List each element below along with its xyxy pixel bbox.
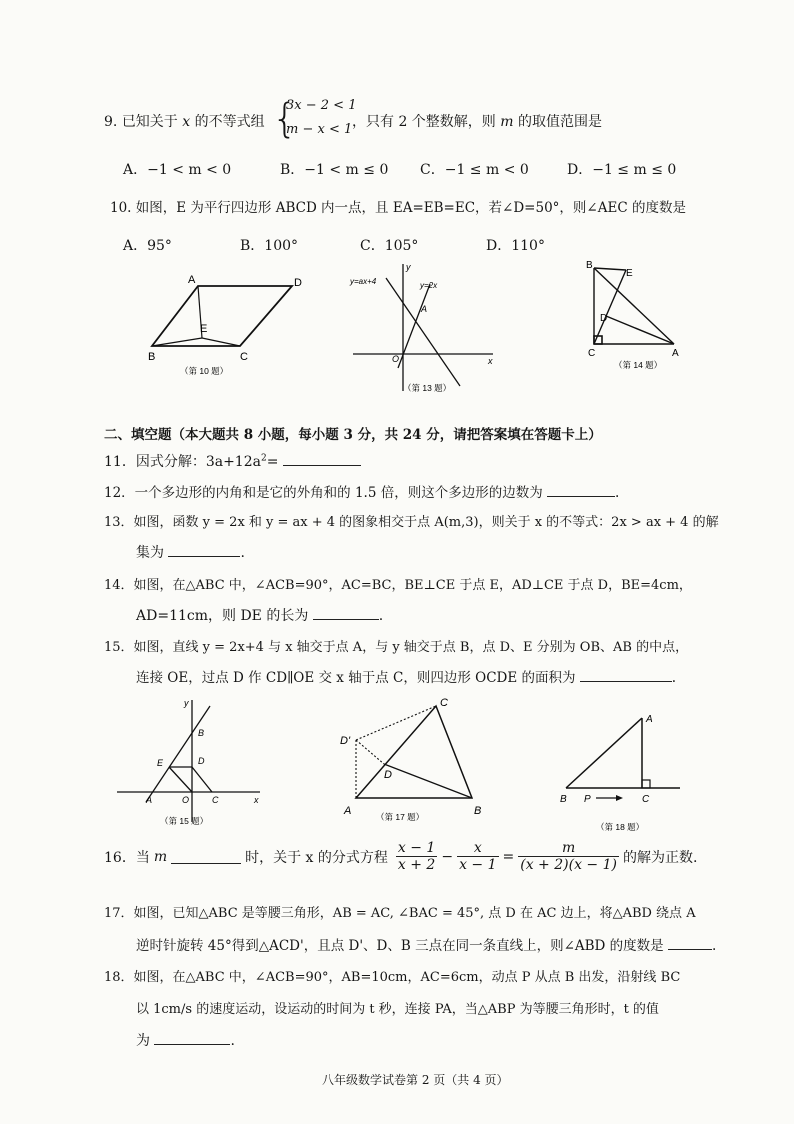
fig14-label-d: D [600,313,608,324]
fig14-caption: （第 14 题） [614,360,663,370]
fig10-label-a: A [188,274,196,286]
q16-text-c: 的解为正数. [622,849,698,866]
fig15-label-a: A [146,795,153,805]
fig15-line [146,706,210,802]
fig18-label-b: B [560,794,567,805]
q12 [104,481,619,501]
figure-14 [580,256,690,381]
q9-text-c: ，只有 2 个整数解，则 [352,114,496,130]
page-footer: 八年级数学试卷第 2 页（共 4 页） [322,1073,509,1087]
q16-text-a: 16．当 [104,849,150,866]
fig17-label-a: A [344,805,352,817]
q18-line-2: 以 1cm/s 的速度运动，设运动的时间为 t 秒，连接 PA，当△ABP 为等腰三角形时，t 的值 [136,1002,659,1017]
q16-fraction-1 [396,840,437,873]
q13-line-2 [136,542,245,562]
q10-option-c[interactable]: C．105° [360,238,419,254]
q17-answer-blank[interactable] [668,935,712,950]
fig15-label-y: y [184,698,189,708]
fig18-arrow-icon [616,795,623,801]
q16-text-b: 时，关于 x 的分式方程 [245,849,388,866]
fig10-parallelogram [152,286,292,346]
q16-var-m: m [153,848,168,865]
fig14-label-b: B [586,260,593,271]
fig13-label-y: y [406,262,411,272]
q16-minus: − [441,848,454,865]
figure-17 [336,694,496,832]
fig17-label-d: D [384,769,392,781]
q16 [104,840,697,873]
q10-option-b[interactable]: B．100° [240,238,299,254]
q9-var-m: m [500,114,514,130]
q10-stem: 10. 如图，E 为平行四边形 ABCD 内一点，且 EA=EB=EC，若∠D=50°，则∠AEC 的度数是 [110,200,686,216]
fig17-label-c: C [440,697,448,709]
section-2-title: 二、填空题（本大题共 8 小题，每小题 3 分，共 24 分，请把答案填在答题卡上） [104,427,602,443]
q16-f1-denominator: x + 2 [397,857,436,873]
q9-text-b: 的不等式组 [194,114,265,130]
fig13-label-o: O [392,354,400,364]
fig10-label-d: D [294,277,302,289]
fig10-label-c: C [240,351,248,363]
fig15-label-e: E [157,758,164,768]
q13-line-2-text: 集为 [136,545,164,561]
q9-var-x: x [182,114,191,130]
fig18-label-p: P [584,794,591,805]
q15-line-2 [136,666,676,686]
fig14-label-e: E [626,268,633,279]
fig14-label-a: A [672,348,679,359]
figure-10 [140,268,320,383]
q10-option-d[interactable]: D．110° [486,238,545,254]
figure-18 [556,700,686,838]
fig15-label-d: D [198,756,205,766]
q16-f3-numerator: m [518,840,619,857]
q17-line-1: 17．如图，已知△ABC 是等腰三角形，AB = AC, ∠BAC = 45°, 点 D 在 AC 边上，将△ABD 绕点 A [104,906,696,921]
q16-fraction-2 [457,840,498,873]
fig15-label-c: C [212,795,219,805]
fig17-label-b: B [474,805,482,817]
q16-f1-numerator: x − 1 [397,840,436,856]
fig18-caption: （第 18 题） [596,822,645,832]
q9-option-a[interactable]: A．−1 < m < 0 [123,162,232,178]
q18-answer-blank[interactable] [154,1030,230,1045]
q16-equals: = [502,848,515,865]
fig13-caption: （第 13 题） [403,383,452,393]
q9-system-line-1: 3x − 2 < 1 [286,98,357,113]
fig15-label-b: B [198,728,205,738]
fig10-caption: （第 10 题） [180,366,229,376]
q17-line-2 [136,934,716,954]
fig18-label-c: C [642,794,650,805]
q9-text-a: 已知关于 [121,114,178,130]
q18-line-1: 18．如图，在△ABC 中，∠ACB=90°，AB=10cm，AC=6cm，动点 P 从点 B 出发，沿射线 BC [104,970,681,985]
q12-end: . [615,485,620,501]
q9-text-d: 的取值范围是 [518,114,602,130]
fig13-label-x: x [488,356,493,366]
q9-brace: { [272,96,298,142]
q11-equals: = [266,454,279,470]
q9-option-c[interactable]: C．−1 ≤ m < 0 [420,162,529,178]
fig17-caption: （第 17 题） [376,812,425,822]
fig13-label-a: A [421,304,428,314]
q9-number: 9. [104,114,118,130]
fig13-label-line1: y=ax+4 [350,277,377,286]
figure-15 [112,694,272,832]
figure-13 [348,256,498,396]
q15-end: . [671,670,677,686]
q16-answer-blank[interactable] [171,849,241,864]
q18-end: . [230,1033,235,1049]
q16-f2-denominator: x − 1 [459,857,497,873]
q18-line-3 [136,1030,235,1050]
q11-answer-blank[interactable] [283,451,361,466]
fig18-label-a: A [646,714,653,725]
fig10-label-e: E [200,323,208,335]
q9-system-line-2: m − x < 1 [286,122,353,137]
fig13-line-ax4 [386,278,460,386]
q9-stem [104,111,265,131]
q17-line-2-text: 逆时针旋转 45°得到△ACD'，且点 D'、D、B 三点在同一条直线上，则∠ABD 的度数是 [136,938,664,954]
q11 [104,451,361,471]
fig10-label-b: B [148,351,156,363]
q14-end: . [378,608,384,624]
q13-end: . [240,545,245,561]
fig15-caption: （第 15 题） [160,816,209,826]
q13-answer-blank[interactable] [168,542,240,557]
fig14-label-c: C [588,348,596,359]
q16-fraction-3 [518,840,619,873]
q12-text: 12．一个多边形的内角和是它的外角和的 1.5 倍，则这个多边形的边数为 [104,485,543,501]
q16-f3-denominator: (x + 2)(x − 1) [520,857,617,873]
q15-answer-blank[interactable] [580,667,672,682]
q10-option-a[interactable]: A．95° [123,238,172,254]
q14-line-2-text: AD=11cm，则 DE 的长为 [136,608,309,624]
fig15-label-o: O [182,795,190,805]
fig17-label-d-prime: D' [340,735,351,747]
q11-exponent: 2 [260,453,267,464]
q11-text: 11．因式分解：3a+12a [104,454,261,470]
fig13-label-line2: y=2x [420,281,438,290]
q15-line-1: 15．如图，直线 y = 2x+4 与 x 轴交于点 A，与 y 轴交于点 B，点 D、E 分别为 OB、AB 的中点， [104,640,689,655]
q9-option-b[interactable]: B．−1 < m ≤ 0 [280,162,389,178]
fig17-triangle [356,706,472,798]
q14-line-1: 14．如图，在△ABC 中，∠ACB=90°，AC=BC，BE⊥CE 于点 E，AD⊥CE 于点 D，BE=4cm， [104,578,692,593]
q17-end: . [711,938,717,954]
q9-stem-tail [352,111,602,131]
q12-answer-blank[interactable] [547,482,615,497]
q13-line-1: 13．如图，函数 y = 2x 和 y = ax + 4 的图象相交于点 A(m,3)，则关于 x 的不等式：2x > ax + 4 的解 [104,515,719,530]
q9-option-d[interactable]: D．−1 ≤ m ≤ 0 [567,162,677,178]
q14-line-2 [136,605,383,625]
fig15-label-x: x [254,795,259,805]
q15-line-2-text: 连接 OE，过点 D 作 CD∥OE 交 x 轴于点 C，则四边形 OCDE 的面积为 [136,670,576,686]
q14-answer-blank[interactable] [313,605,379,620]
q18-line-3-text: 为 [136,1033,150,1049]
q16-f2-numerator: x [457,840,498,857]
